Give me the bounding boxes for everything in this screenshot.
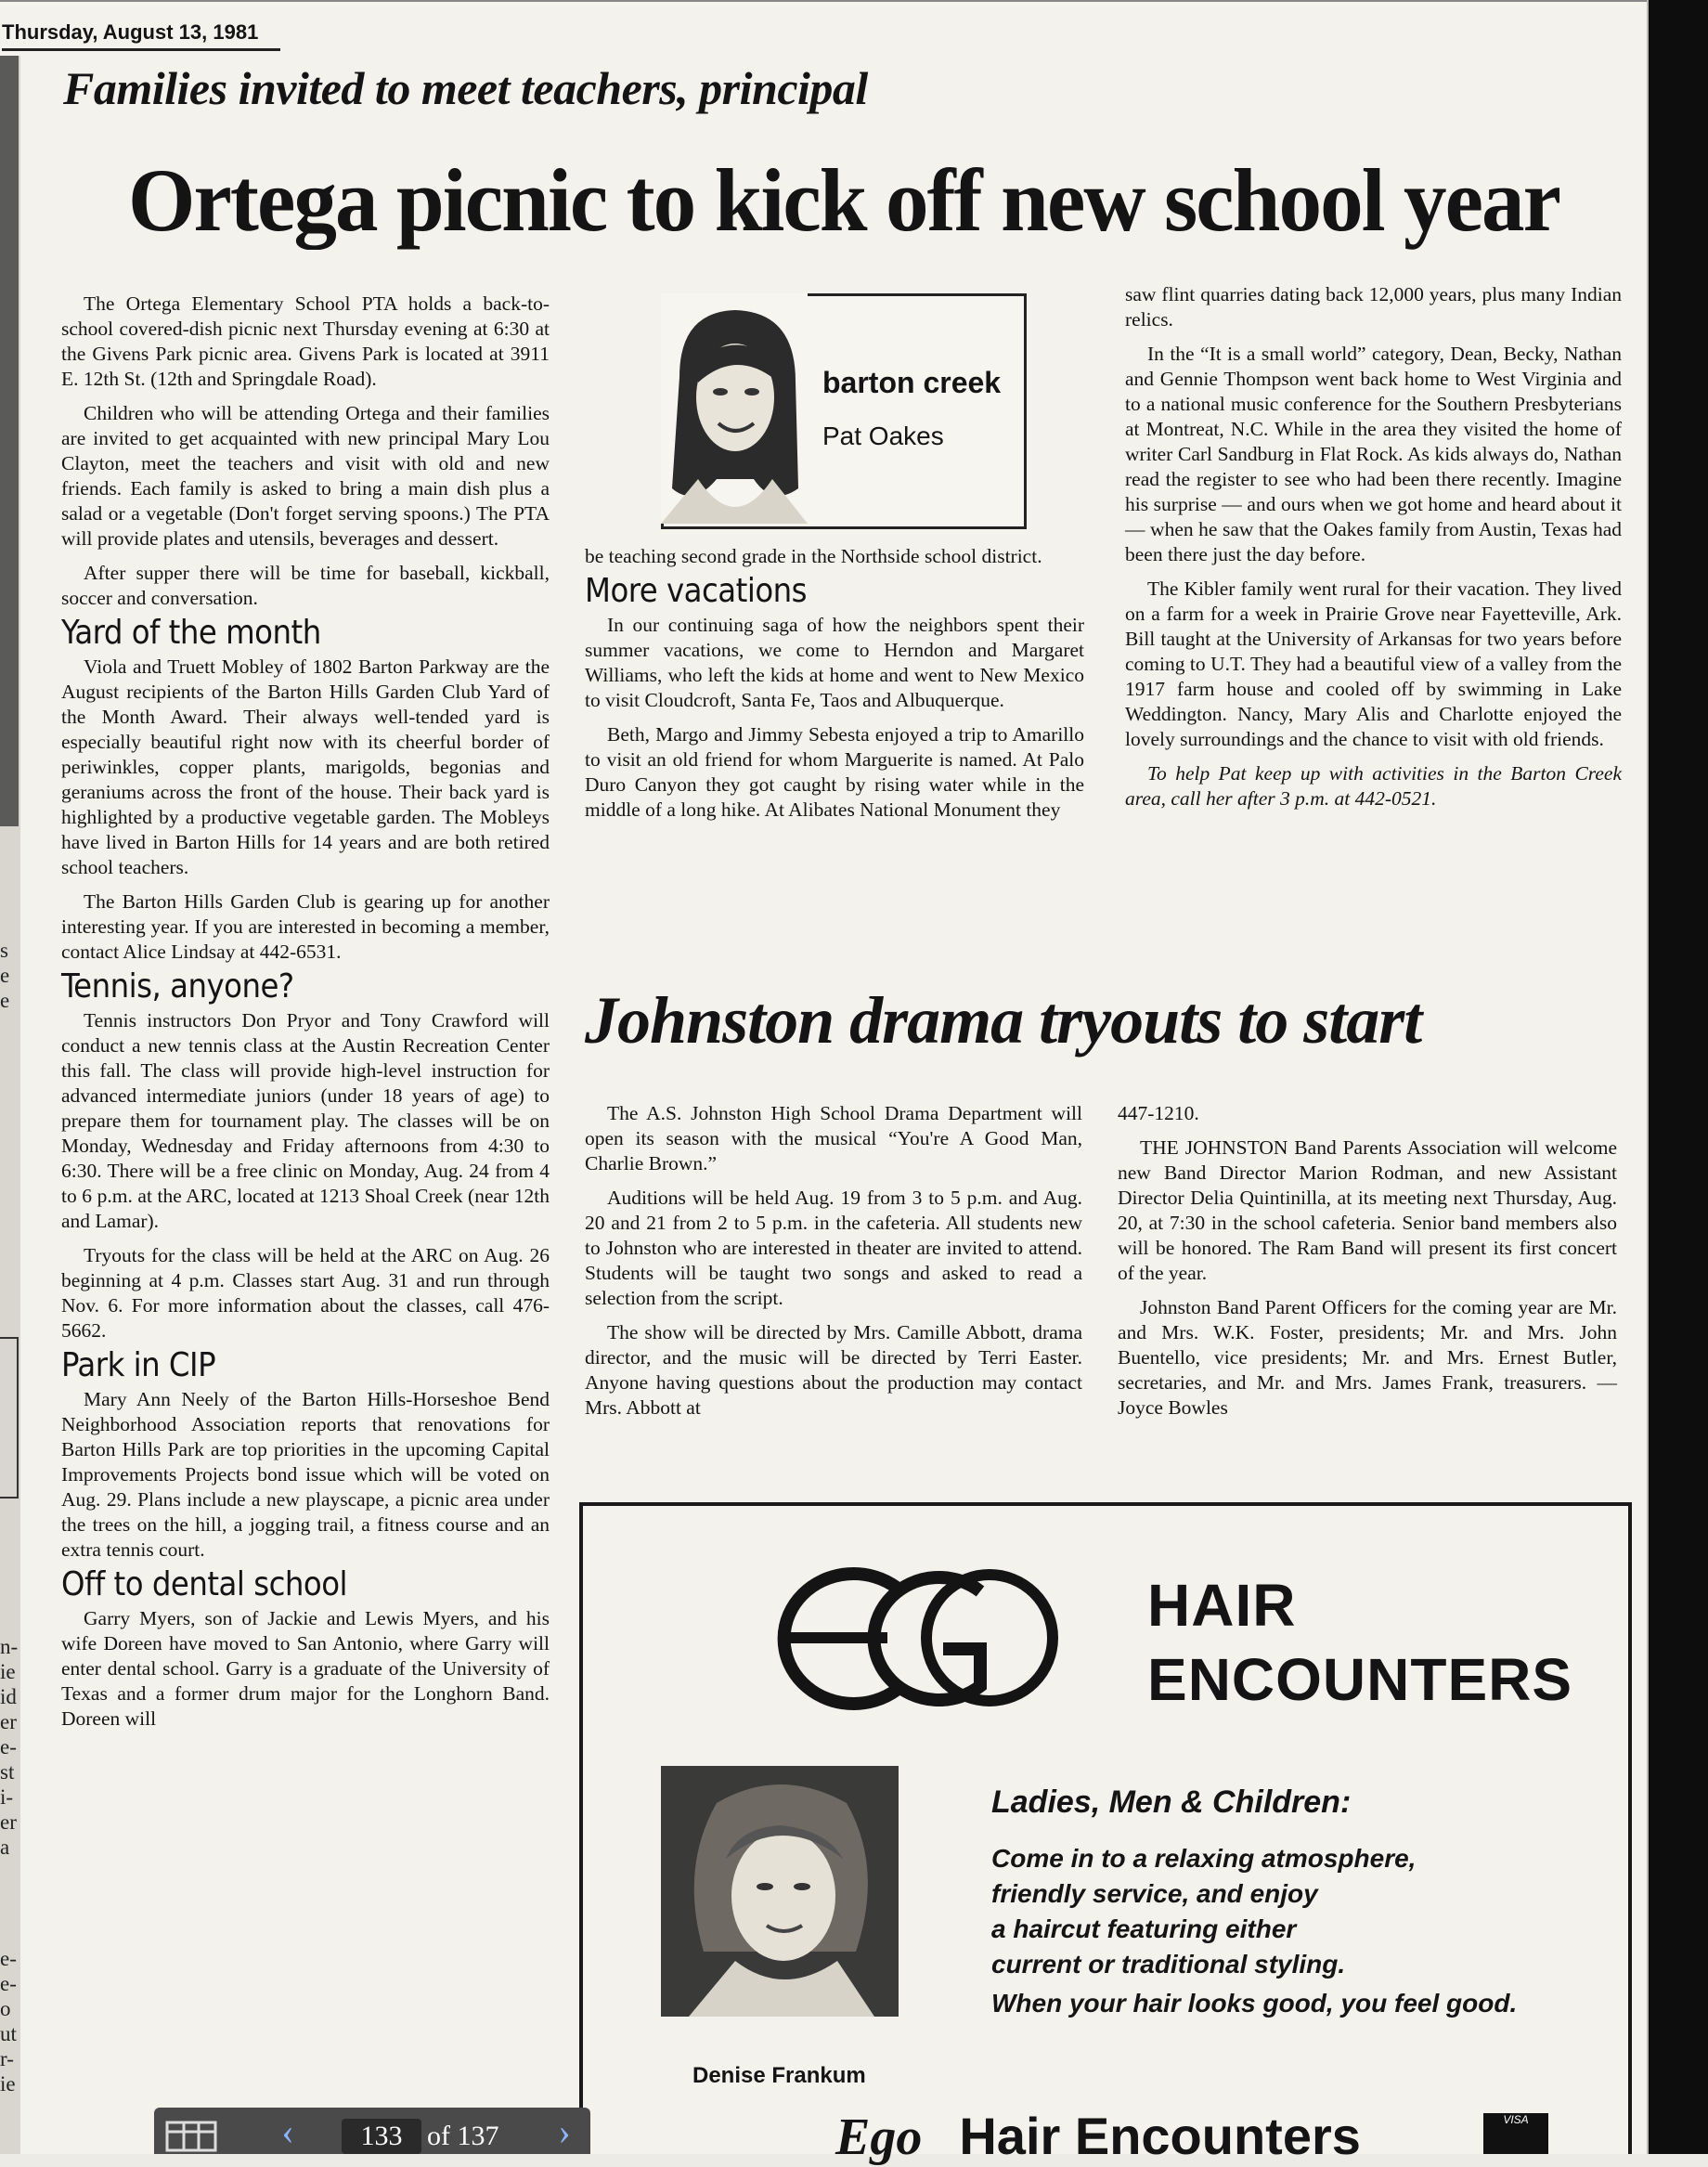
ad-title: ENCOUNTERS (1147, 1646, 1573, 1713)
ad-copy-line: friendly service, and enjoy (991, 1879, 1318, 1908)
paragraph: THE JOHNSTON Band Parents Association will welcome new Band Director Marion Rodman, and new Assistant Director Delia Quintinilla, at its meeting next Thursday, Aug. 20, at 7:30 in the school cafeteria. Senior band members also will be honored. The Ram Band will present its first concert of the year. (1118, 1136, 1617, 1284)
edge-letter: id (0, 1685, 17, 1708)
edge-letter: e- (0, 1735, 17, 1758)
paragraph: 447-1210. (1118, 1102, 1199, 1124)
columnist-photo (661, 293, 808, 524)
paragraph: Johnston Band Parent Officers for the coming year are Mr. and Mrs. W.K. Foster, presidents; Mr. and Mrs. John Buentello, vice presidents; Mr. and Mrs. Ernest Butler, secretaries, and Mr. and Mrs. James Frank, treasurers. — Joyce Bowles (1118, 1296, 1617, 1419)
article-column-2 (585, 544, 1084, 832)
ad-footer-ego: Ego (835, 2109, 923, 2166)
column-author: Pat Oakes (822, 422, 944, 450)
grid-view-icon[interactable] (163, 2117, 219, 2154)
paragraph: Tryouts for the class will be held at the ARC on Aug. 26 beginning at 4 p.m. Classes start Aug. 31 and run through Nov. 6. For more information about the classes, call 476-5662. (61, 1244, 550, 1342)
ego-logo-icon (757, 1560, 1064, 1716)
column-name: barton creek (822, 366, 1002, 399)
adjacent-column-box (0, 1337, 19, 1499)
ad-copy-line: current or traditional styling. (991, 1950, 1346, 1979)
edge-letter: n- (0, 1635, 19, 1658)
dateline: Thursday, August 13, 1981 (2, 20, 280, 51)
subhead-park: Park in CIP (61, 1346, 216, 1384)
adjacent-column-fragment (0, 1946, 19, 2096)
paragraph: After supper there will be time for baseball, kickball, soccer and conversation. (61, 562, 550, 609)
paragraph: In our continuing saga of how the neighbors spent their summer vacations, we come to Herndon and Margaret Williams, who left the kids at home and went to New Mexico to visit Cloudcroft, Santa Fe, Taos and Albuquerque. (585, 614, 1084, 711)
ad-footer-logo (835, 2106, 1361, 2167)
ad-copy-line: Come in to a relaxing atmosphere, (991, 1844, 1417, 1873)
edge-letter: e (0, 989, 10, 1012)
main-headline: Ortega picnic to kick off new school year (128, 150, 1560, 250)
paragraph: Tennis instructors Don Pryor and Tony Crawford will conduct a new tennis class at the Austin Recreation Center this fall. The class will provide high-level instruction for advanced intermediate juniors (under 18 years of age) to prepare them for tournament play. The classes will be on Monday, Wednesday and Friday afternoons from 4:30 to 6:30. There will be a free clinic on Monday, Aug. 24 from 4 to 6 p.m. at the ARC, located at 1213 Shoal Creek (near 12th and Lamar). (61, 1009, 550, 1232)
paragraph: Beth, Margo and Jimmy Sebesta enjoyed a trip to Amarillo to visit an old friend for whom Marguerite is named. At Palo Duro Canyon they got caught by rising water while in the middle of a long hike. At Alibates National Monument they (585, 723, 1084, 821)
page-number-field[interactable]: 133 (342, 2119, 421, 2154)
paragraph: Garry Myers, son of Jackie and Lewis Myers, and his wife Doreen have moved to San Antonio, where Garry will enter dental school. Garry is a graduate of the University of Texas and a former drum major for the Longhorn Band. Doreen will (61, 1607, 550, 1730)
previous-page-button[interactable]: ‹ (281, 2110, 294, 2152)
subhead-tennis: Tennis, anyone? (61, 967, 294, 1006)
ad-photo-caption: Denise Frankum (692, 2063, 866, 2088)
edge-letter: ie (0, 1660, 16, 1683)
contact-note: To help Pat keep up with activities in the Barton Creek area, call her after 3 p.m. at 442-0521. (1125, 762, 1622, 810)
johnston-headline: Johnston drama tryouts to start (585, 983, 1422, 1058)
paragraph: saw flint quarries dating back 12,000 years, plus many Indian relics. (1125, 283, 1622, 331)
paragraph: The show will be directed by Mrs. Camille Abbott, drama director, and the music will be directed by Terri Easter. Anyone having questions about the production may contact Mrs. Abbott at (585, 1321, 1082, 1419)
edge-letter: s (0, 939, 8, 962)
paragraph: The A.S. Johnston High School Drama Department will open its season with the musical “You're A Good Man, Charlie Brown.” (585, 1102, 1082, 1174)
paragraph: Mary Ann Neely of the Barton Hills-Horseshoe Bend Neighborhood Association reports that renovations for Barton Hills Park are top priorities in the upcoming Capital Improvements Projects bond issue which will be voted on Aug. 29. Plans include a new playscape, a picnic area under the trees on the hill, a jogging trail, a fitness course and an extra tennis court. (61, 1388, 550, 1561)
johnston-column-2 (1118, 1101, 1617, 1430)
top-rule (0, 0, 1649, 2)
edge-letter: er (0, 1710, 17, 1733)
ad-tagline: Ladies, Men & Children: (991, 1784, 1352, 1820)
edge-letter: e (0, 964, 10, 987)
visa-icon: VISA (1483, 2113, 1548, 2154)
edge-letter: i- (0, 1785, 14, 1809)
edge-letter: ut (0, 2022, 17, 2045)
paragraph: be teaching second grade in the Northside school district. (585, 545, 1042, 567)
johnston-column-1 (585, 1101, 1082, 1430)
ad-copy-line: a haircut featuring either (991, 1914, 1297, 1943)
article-column-1 (61, 292, 550, 1741)
paragraph: The Kibler family went rural for their vacation. They lived on a farm for a week in Prairie Grove near Fayetteville, Ark. Bill taught at the University of Arkansas for two years before coming to U.T. They had a beautiful view of a valley from the 1917 farm house and cooled off by swimming in Lake Weddington. Nancy, Mary Alis and Charlotte enjoyed the lovely surroundings and the chance to visit with old friends. (1125, 577, 1622, 750)
next-page-button[interactable]: › (558, 2110, 571, 2152)
adjacent-column-fragment (0, 938, 19, 1013)
edge-letter: r- (0, 2047, 14, 2070)
paragraph: In the “It is a small world” category, Dean, Becky, Nathan and Gennie Thompson went back home to West Virginia and to a national music conference for the Southern Presbyterians at Montreat, N.C. While in the area they visited the home of writer Carl Sandburg in Flat Rock. As kids always do, Nathan read the register to see who had been there recently. Imagine his surprise — and ours when we got home and heard about it — when he saw that the Oakes family from Austin, Texas had been there just the day before. (1125, 343, 1622, 565)
edge-letter: e- (0, 1947, 17, 1970)
edge-letter: a (0, 1836, 10, 1859)
paragraph: Viola and Truett Mobley of 1802 Barton Parkway are the August recipients of the Barton Hills Garden Club Yard of the Month Award. Their always well-tended yard is especially beautiful right now with its cheerful border of periwinkles, copper plants, marigolds, begonias and geraniums across the front of the house. Their back yard is highlighted by a productive vegetable garden. The Mobleys have lived in Barton Hills for 14 years and are both retired school teachers. (61, 655, 550, 878)
paragraph: The Barton Hills Garden Club is gearing up for another interesting year. If you are interested in becoming a member, contact Alice Lindsay at 442-6531. (61, 890, 550, 963)
kicker-headline: Families invited to meet teachers, principal (63, 62, 868, 114)
edge-letter: o (0, 1997, 11, 2020)
paragraph: The Ortega Elementary School PTA holds a back-to-school covered-dish picnic next Thursday evening at 6:30 at the Givens Park picnic area. Givens Park is located at 3911 E. 12th St. (12th and Springdale Road). (61, 292, 550, 390)
page-count: of 137 (427, 2121, 499, 2151)
article-column-3 (1125, 282, 1622, 821)
paragraph: Children who will be attending Ortega and their families are invited to get acquainted with new principal Mary Lou Clayton, meet the teachers and visit with old and new friends. Each family is asked to bring a main dish plus a salad or a vegetable (Don't forget serving spoons.) The PTA will provide plates and utensils, beverages and dessert. (61, 402, 550, 550)
subhead-yard-of-month: Yard of the month (61, 614, 321, 652)
ad-footer-name: Hair Encounters (959, 2107, 1361, 2165)
subhead-vacations: More vacations (585, 572, 808, 610)
viewer-background (1649, 0, 1708, 2154)
subhead-dental: Off to dental school (61, 1565, 348, 1603)
edge-letter: st (0, 1760, 15, 1784)
paragraph: Auditions will be held Aug. 19 from 3 to 5 p.m. and Aug. 20 and 21 from 2 to 5 p.m. in the cafeteria. All students new to Johnston who are interested in theater are invited to attend. Students will be taught two songs and asked to read a selection from the script. (585, 1187, 1082, 1309)
edge-letter: e- (0, 1972, 17, 1995)
ad-model-photo (661, 1766, 899, 2017)
ad-copy-line: When your hair looks good, you feel good. (991, 1989, 1518, 2018)
adjacent-column-photo (0, 56, 19, 826)
ad-title: HAIR (1147, 1572, 1297, 1639)
edge-letter: ie (0, 2072, 16, 2096)
adjacent-column-fragment (0, 1634, 19, 1860)
edge-letter: er (0, 1810, 17, 1834)
